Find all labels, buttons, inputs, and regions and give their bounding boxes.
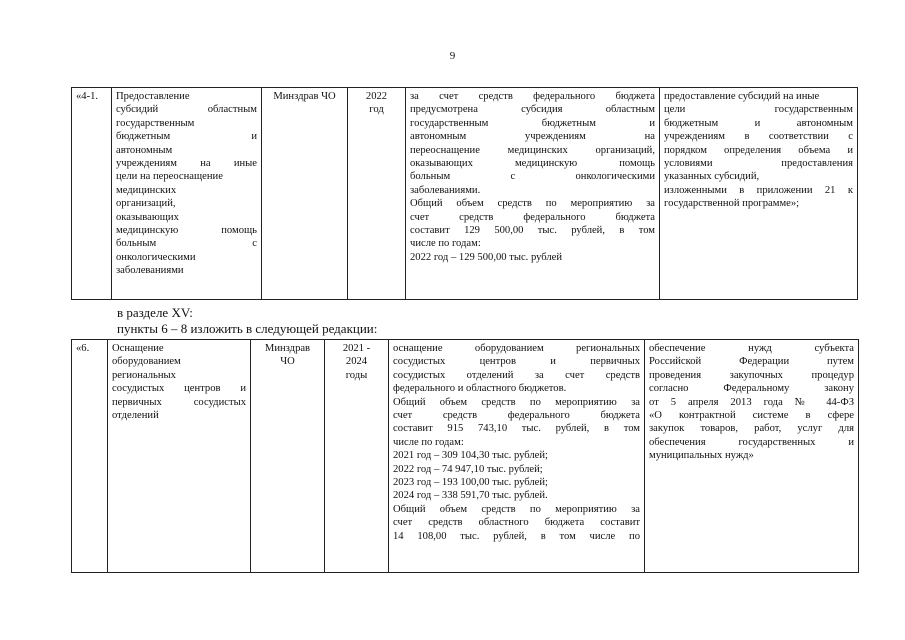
description-line: государственным бюджетным и xyxy=(410,117,655,129)
measure-name-line: Предоставление xyxy=(116,91,190,102)
period-line: годы xyxy=(345,369,368,381)
measure-name-line: субсидий областным xyxy=(116,104,257,116)
section-note: в разделе XV: xyxy=(117,305,193,320)
measure-name-line: первичных сосудистых xyxy=(112,396,246,408)
outcome-line: Российской Федерации путем xyxy=(649,356,854,368)
outcome-line: условиями предоставления xyxy=(664,158,853,170)
executor-line: Минздрав xyxy=(264,343,311,354)
outcome-line: указанных субсидий, xyxy=(664,171,760,183)
description-line: Общий объем средств по мероприятию за xyxy=(393,503,640,515)
description-line: Общий объем средств по мероприятию за xyxy=(410,198,655,210)
description-line: счет средств областного бюджета составит xyxy=(393,517,640,529)
description-line: за счет средств федерального бюджета xyxy=(410,91,655,102)
period-cell xyxy=(325,340,389,573)
period-line: год xyxy=(369,104,384,116)
description-line: оснащение оборудованием региональных xyxy=(393,343,640,354)
description-line: составит 129 500,00 тыс. рублей, в том xyxy=(410,225,655,237)
measure-name-line: региональных xyxy=(112,369,176,381)
measure-name-line: учреждениям на иные xyxy=(116,158,257,170)
outcome-line: обеспечение нужд субъекта xyxy=(649,343,854,354)
description-line: 2023 год – 193 100,00 тыс. рублей; xyxy=(393,477,549,489)
executor: Минздрав ЧО xyxy=(273,91,336,102)
outcome-line: бюджетным и автономным xyxy=(664,117,853,129)
measure-name-line: оказывающих xyxy=(116,211,179,223)
description-line: заболеваниями. xyxy=(410,184,481,196)
measure-name-line: медицинскую помощь xyxy=(116,225,257,237)
outcome-line: проведения закупочных процедур xyxy=(649,369,854,381)
description-line: Общий объем средств по мероприятию за xyxy=(393,396,640,408)
description-line: составит 915 743,10 тыс. рублей, в том xyxy=(393,423,640,435)
table-row xyxy=(72,340,859,573)
description-line: больным с онкологическими xyxy=(410,171,655,183)
outcome-line: закупок товаров, работ, услуг для xyxy=(649,423,854,435)
row-number-cell xyxy=(72,340,108,573)
outcome-line: обеспечения государственных и xyxy=(649,436,854,448)
row-number: «6. xyxy=(76,343,90,354)
table-measure-6 xyxy=(71,339,859,573)
table-measure-4-1 xyxy=(71,87,858,300)
description-line: числе по годам: xyxy=(410,238,481,250)
outcome-line: от 5 апреля 2013 года № 44-ФЗ xyxy=(649,396,854,408)
measure-name-line: заболеваниями xyxy=(116,265,184,277)
outcome-cell xyxy=(660,88,858,300)
description-line: 2024 год – 338 591,70 тыс. рублей. xyxy=(393,490,548,502)
description-line: счет средств федерального бюджета xyxy=(393,410,640,422)
measure-name-line: государственным xyxy=(116,117,195,129)
row-number-cell xyxy=(72,88,112,300)
outcome-line: предоставление субсидий на иные xyxy=(664,91,820,102)
description-line: 14 108,00 тыс. рублей, в том числе по xyxy=(393,530,640,542)
outcome-line: порядком определения объема и xyxy=(664,144,853,156)
measure-name-line: онкологическими xyxy=(116,251,196,263)
outcome-line: цели государственным xyxy=(664,104,853,116)
measure-name-cell xyxy=(108,340,251,573)
description-line: 2022 год – 74 947,10 тыс. рублей; xyxy=(393,463,543,475)
measure-name-line: медицинских xyxy=(116,184,177,196)
executor-cell xyxy=(262,88,348,300)
measure-name-line: оборудованием xyxy=(112,356,181,368)
outcome-line: согласно Федеральному закону xyxy=(649,383,854,395)
period-line: 2022 xyxy=(365,91,388,102)
description-line: оказывающих медицинскую помощь xyxy=(410,158,655,170)
description-cell xyxy=(406,88,660,300)
page-number: 9 xyxy=(449,50,456,62)
row-number: «4-1. xyxy=(76,91,99,102)
measure-name-line: Оснащение xyxy=(112,343,164,354)
measure-name-line: отделений xyxy=(112,410,159,422)
outcome-line: учреждениям в соответствии с xyxy=(664,131,853,143)
description-line: числе по годам: xyxy=(393,436,464,448)
description-line: счет средств федерального бюджета xyxy=(410,211,655,223)
measure-name-line: цели на переоснащение xyxy=(116,171,223,183)
description-line: федерального и областного бюджетов. xyxy=(393,383,567,395)
description-line: автономным учреждениям на xyxy=(410,131,655,143)
measure-name-cell xyxy=(112,88,262,300)
description-cell xyxy=(389,340,645,573)
description-line: переоснащение медицинских организаций, xyxy=(410,144,655,156)
outcome-line: «О контрактной системе в сфере xyxy=(649,410,854,422)
outcome-cell xyxy=(645,340,859,573)
items-note: пункты 6 – 8 изложить в следующей редакции: xyxy=(117,321,378,336)
description-line: 2021 год – 309 104,30 тыс. рублей; xyxy=(393,450,549,462)
measure-name-line: сосудистых центров и xyxy=(112,383,246,395)
description-line: сосудистых центров и первичных xyxy=(393,356,640,368)
description-line: предусмотрена субсидия областным xyxy=(410,104,655,116)
executor-cell xyxy=(251,340,325,573)
period-cell xyxy=(348,88,406,300)
period-line: 2024 xyxy=(345,356,368,368)
outcome-line: изложенными в приложении 21 к xyxy=(664,184,853,196)
description-line: 2022 год – 129 500,00 тыс. рублей xyxy=(410,251,563,263)
measure-name-line: больным с xyxy=(116,238,257,250)
executor-line: ЧО xyxy=(280,356,295,368)
period-line: 2021 - xyxy=(342,343,371,354)
outcome-line: муниципальных нужд» xyxy=(649,450,754,462)
measure-name-line: бюджетным и xyxy=(116,131,257,143)
measure-name-line: организаций, xyxy=(116,198,176,210)
description-line: сосудистых отделений за счет средств xyxy=(393,369,640,381)
outcome-line: государственной программе»; xyxy=(664,198,800,210)
measure-name-line: автономным xyxy=(116,144,173,156)
table-row xyxy=(72,88,858,300)
